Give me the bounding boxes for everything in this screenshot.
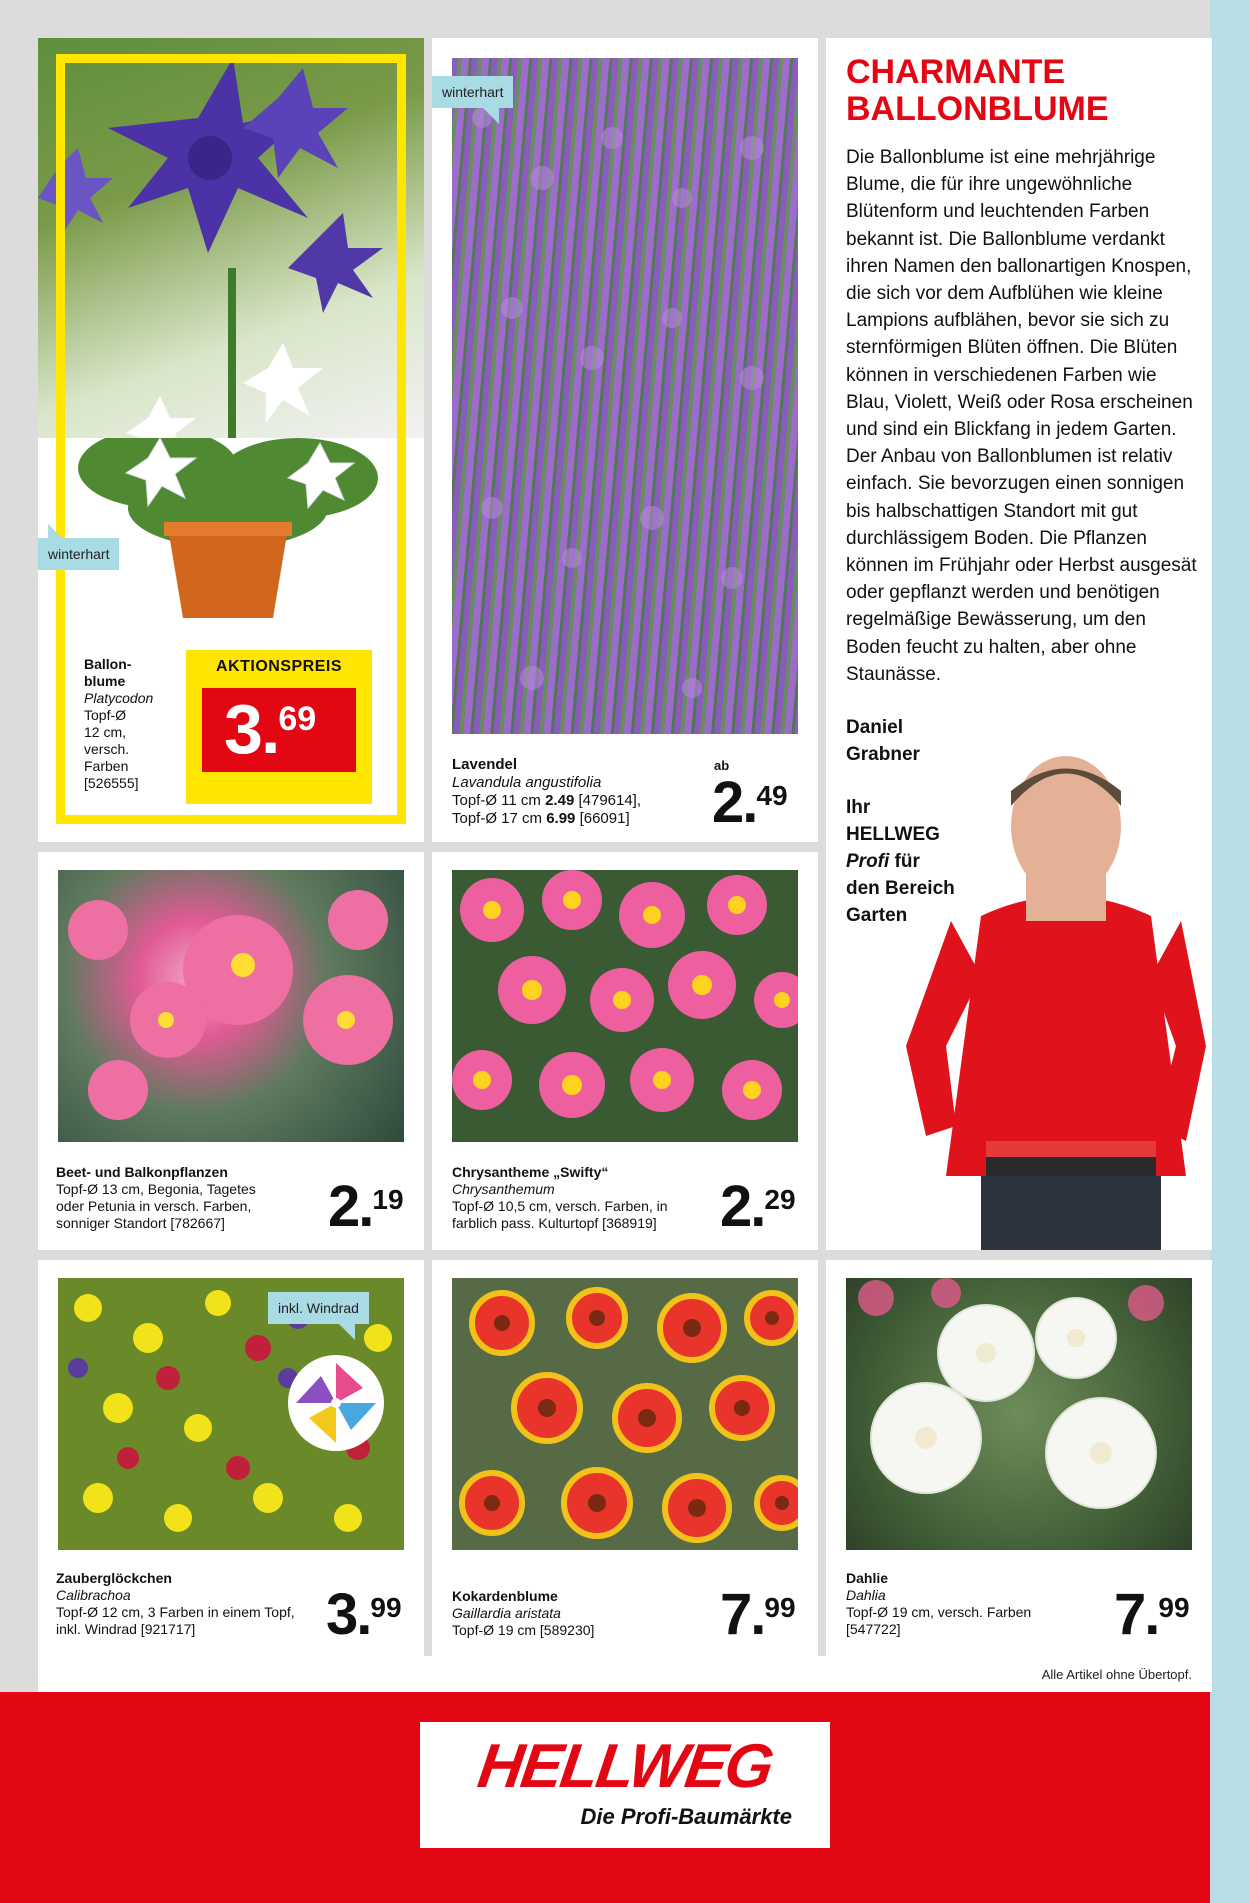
price-cents: 99 [370,1592,402,1623]
brand-logo-box[interactable] [420,1722,830,1848]
price-dot: . [1144,1582,1159,1647]
price-cents: 29 [764,1184,796,1215]
price-main: 3 [224,690,261,768]
chrysantheme-text [452,1164,702,1232]
price-ab: ab [714,758,730,773]
price-cents: 99 [764,1592,796,1623]
kokardenblume-photo [452,1278,798,1550]
product-latin: Chrysanthemum [452,1181,555,1197]
product-latin: Gaillardia aristata [452,1605,561,1621]
product-card-ballonblume[interactable] [38,38,424,842]
price-cents: 99 [1158,1592,1190,1623]
article-card [826,38,1212,1250]
kokardenblume-text [452,1588,702,1639]
product-card-chrysantheme[interactable] [432,852,818,1250]
product-details: Topf-Ø 10,5 cm, versch. Farben, in farblich pass. Kulturtopf [368919] [452,1198,668,1231]
article-title: CHARMANTE BALLONBLUME [846,53,1109,128]
price-main: 7 [1114,1582,1145,1647]
product-card-dahlie[interactable] [826,1260,1212,1656]
product-card-beet[interactable] [38,852,424,1250]
product-latin: Dahlia [846,1587,886,1603]
product-details: Topf-Ø 13 cm, Begonia, Tagetes oder Petunia in versch. Farben, sonniger Standort [782667] [56,1181,256,1231]
product-card-zauberglockchen[interactable] [38,1260,424,1656]
price-dot: . [356,1582,371,1647]
price-cents: 69 [278,700,317,738]
product-name: Chrysantheme „Swifty“ [452,1164,609,1180]
ballonblume-text [84,656,174,792]
product-details: Topf-Ø 12 cm, 3 Farben in einem Topf, inkl. Windrad [921717] [56,1604,295,1637]
windrad-tag: inkl. Windrad [268,1292,369,1324]
price-dot: . [358,1174,373,1239]
product-price [712,770,788,835]
winterhart-tag: winterhart [38,538,119,570]
product-price [720,1582,796,1647]
product-price [326,1582,402,1647]
product-name: Zauberglöckchen [56,1570,172,1586]
chrysantheme-photo [452,870,798,1142]
product-latin: Lavandula angustifolia [452,774,602,791]
dahlie-text [846,1570,1096,1638]
product-name: Lavendel [452,756,518,773]
product-name: Beet- und Balkonpflanzen [56,1164,228,1180]
price-dot: . [750,1174,765,1239]
price-dot: . [742,770,757,835]
product-name: Kokardenblume [452,1588,558,1604]
price-cents: 49 [756,780,788,811]
product-latin: Calibrachoa [56,1587,131,1603]
lavendel-photo [452,58,798,734]
price-cents: 19 [372,1184,404,1215]
product-card-kokardenblume[interactable] [432,1260,818,1656]
price-main: 2 [328,1174,359,1239]
product-details-line1: Topf-Ø 11 cm 2.49 [479614], [452,792,642,809]
product-details: Topf-Ø 19 cm, versch. Farben [547722] [846,1604,1032,1637]
footnote-bar [38,1656,1212,1692]
product-name: Ballon- blume [84,656,132,689]
expert-role-profi: Profi [846,851,890,872]
lavender-texture [452,58,798,734]
promo-price [224,690,317,768]
price-main: 7 [720,1582,751,1647]
product-details-line2: Topf-Ø 17 cm 6.99 [66091] [452,810,630,827]
footnote: Alle Artikel ohne Übertopf. [1041,1667,1192,1682]
product-details: Topf-Ø 19 cm [589230] [452,1622,595,1638]
brand-slogan: Die Profi-Baumärkte [580,1804,792,1829]
expert-role: Ihr HELLWEG Profi für den Bereich Garten [846,797,955,926]
promo-box [186,650,372,804]
product-latin: Platycodon [84,690,154,706]
price-main: 2 [720,1174,751,1239]
lavendel-text [452,756,702,828]
price-dot: . [260,690,279,768]
zauberglockchen-text [56,1570,316,1638]
footer [0,1692,1210,1903]
beet-photo [58,870,404,1142]
product-name: Dahlie [846,1570,889,1586]
product-details: Topf-Ø 12 cm, versch. Farben [526555] [84,707,139,791]
product-price [720,1174,796,1239]
article-body: Die Ballonblume ist eine mehrjährige Blume, die für ihre ungewöhnliche Blütenform und leuchtenden Farben bekannt ist. Die Ballonblume verdankt ihren Namen den ballonartigen Knospen, die sich vor dem Aufblühen wie kleine Lampions aufblähen, bevor sie sich zu sternförmigen Blüten öffnen. Die Blüten können in verschiedenen Farben wie Blau, Violett, Weiß oder Rosa erscheinen und sind ein Blickfang in jedem Garten. Der Anbau von Ballonblumen ist relativ einfach. Sie bevorzugen einen sonnigen bis halbschattigen Standort mit gut durchlässigem Boden. Die Pflanzen können im Frühjahr oder Herbst ausgesät oder gepflanzt werden und benötigen regelmäßige Bewässerung, um den Boden feucht zu halten, aber ohne Staunässe. [846,147,1197,685]
product-price [1114,1582,1190,1647]
price-main: 3 [326,1582,357,1647]
dahlie-photo [846,1278,1192,1550]
right-edge-strip [1210,0,1250,1903]
product-price [328,1174,404,1239]
price-dot: . [750,1582,765,1647]
product-card-lavendel[interactable] [432,38,818,842]
beet-text [56,1164,306,1232]
brand-logo: HELLWEG [473,1732,777,1801]
price-main: 2 [712,770,743,835]
winterhart-tag: winterhart [432,76,513,108]
promo-label: AKTIONSPREIS [215,658,342,675]
expert-name: Daniel Grabner [846,717,920,765]
